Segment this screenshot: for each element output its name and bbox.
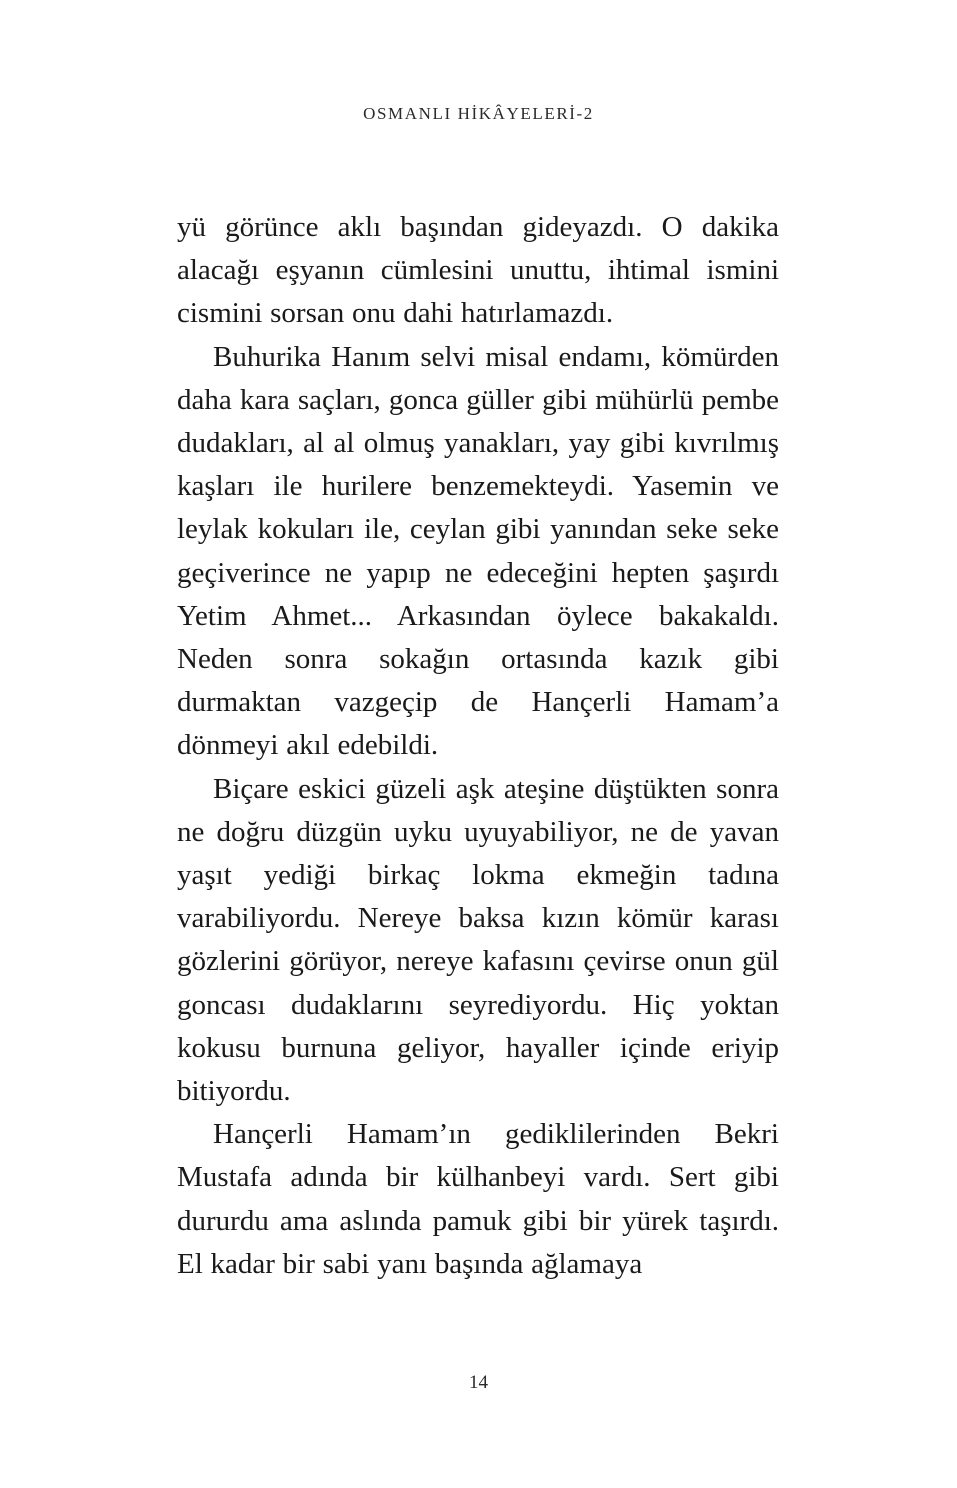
paragraph-4: Hançerli Hamam’ın gediklilerinden Bekri Mustafa adında bir külhanbeyi vardı. Sert gibi dururdu ama aslında pamuk gibi bir yürek taşırdı. El kadar bir sabi yanı başında ağlamaya (177, 1118, 779, 1280)
paragraph-3: Biçare eskici güzeli aşk ateşine düştükten sonra ne doğru düzgün uyku uyuyabiliyor, ne de yavan yaşıt yediği birkaç lokma ekmeğin tadına varabiliyordu. Nereye baksa kızın kömür karası gözlerini görüyor, nereye kafasını çevirse onun gül goncası dudaklarını seyrediyordu. Hiç yoktan kokusu burnuna geliyor, hayaller içinde eriyip bitiyordu. (177, 772, 779, 1108)
running-header: OSMANLI HİKÂYELERİ-2 (363, 104, 594, 123)
paragraph-2: Buhurika Hanım selvi misal endamı, kömürden daha kara saçları, gonca güller gibi mühürlü pembe dudakları, al al olmuş yanakları, yay gibi kıvrılmış kaşları ile hurilere benzemekteydi. Yasemin ve leylak kokuları ile, ceylan gibi yanından seke seke geçiverince ne yapıp ne edeceğini hepten şaşırdı Yetim Ahmet... Arkasından öylece bakakaldı. Neden sonra sokağın ortasında kazık gibi durmaktan vazgeçip de Hançerli Hamam’a dönmeyi akıl edebildi. (177, 340, 779, 762)
page-body-text (177, 206, 779, 1286)
page-number: 14 (469, 1372, 488, 1393)
paragraph-1: yü görünce aklı başından gideyazdı. O dakika alacağı eşyanın cümlesini unuttu, ihtimal ismini cismini sorsan onu dahi hatırlamazdı. (177, 211, 779, 330)
